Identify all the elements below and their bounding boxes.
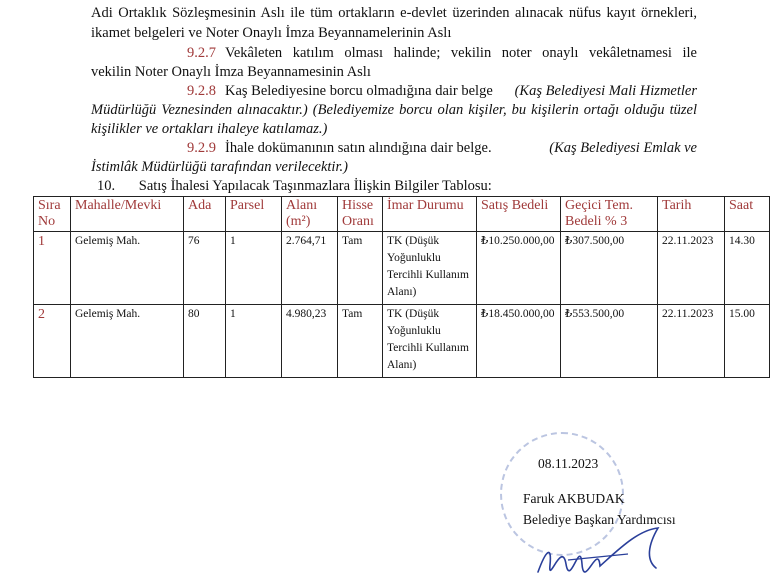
cell-hisse: Tam — [338, 232, 383, 305]
cell-imar: TK (Düşük Yoğunluklu Tercihli Kullanım Alanı) — [383, 232, 477, 305]
column-header: Mahalle/Mevki — [71, 197, 184, 232]
clause-number: 9.2.7 — [187, 45, 216, 61]
cell-tarih: 22.11.2023 — [658, 232, 725, 305]
clause-number: 9.2.8 — [187, 83, 216, 99]
paragraph-line: Adi Ortaklık Sözleşmesinin Aslı ile tüm ortakların e-devlet üzerinden alınacak nüfus kayıt örnekleri, — [91, 5, 697, 21]
cell-ada: 80 — [184, 305, 226, 378]
clause-number: 9.2.9 — [187, 140, 216, 156]
clause-9-2-7 — [91, 44, 697, 63]
table-header-row — [34, 197, 770, 232]
table-row — [34, 232, 770, 305]
cell-imar: TK (Düşük Yoğunluklu Tercihli Kullanım Alanı) — [383, 305, 477, 378]
cell-teminat: ₺307.500,00 — [561, 232, 658, 305]
cell-mahalle: Gelemiş Mah. — [71, 305, 184, 378]
column-header: Hisse Oranı — [338, 197, 383, 232]
clause-9-2-8 — [91, 82, 697, 101]
cell-hisse: Tam — [338, 305, 383, 378]
paragraph-line: ikamet belgeleri ve Noter Onaylı İmza Beyannamelerinin Aslı — [91, 25, 452, 41]
clause-9-2-9 — [91, 139, 697, 158]
paragraph-line: vekilin Noter Onaylı İmza Beyannamesinin Aslı — [91, 64, 371, 80]
section-number: 10. — [97, 178, 116, 194]
cell-parsel: 1 — [226, 232, 282, 305]
cell-teminat: ₺553.500,00 — [561, 305, 658, 378]
clause-text-italic: (Kaş Belediyesi Mali Hizmetler — [514, 83, 697, 99]
section-title: Satış İhalesi Yapılacak Taşınmazlara İlişkin Bilgiler Tablosu: — [138, 178, 492, 194]
column-header: Satış Bedeli — [477, 197, 561, 232]
paragraph-line: İstimlâk Müdürlüğü tarafından verilecektir.) — [91, 159, 348, 175]
signature-date: 08.11.2023 — [538, 456, 599, 471]
column-header: Sıra No — [34, 197, 71, 232]
column-header: Parsel — [226, 197, 282, 232]
column-header: Ada — [184, 197, 226, 232]
cell-alan: 4.980,23 — [282, 305, 338, 378]
cell-saat: 14.30 — [725, 232, 770, 305]
signatory-name: Faruk AKBUDAK — [523, 491, 625, 506]
signatory-title: Belediye Başkan Yardımcısı — [523, 512, 676, 527]
column-header: Alanı (m²) — [282, 197, 338, 232]
cell-satis: ₺10.250.000,00 — [477, 232, 561, 305]
cell-mahalle: Gelemiş Mah. — [71, 232, 184, 305]
cell-sira: 1 — [34, 232, 71, 305]
column-header: Tarih — [658, 197, 725, 232]
section-10-heading — [97, 177, 492, 196]
cell-alan: 2.764,71 — [282, 232, 338, 305]
clause-text: Kaş Belediyesine borcu olmadığına dair belge — [225, 83, 493, 99]
column-header: Geçici Tem. Bedeli % 3 — [561, 197, 658, 232]
property-table — [33, 196, 770, 378]
cell-sira: 2 — [34, 305, 71, 378]
handwritten-signature — [528, 520, 698, 577]
cell-satis: ₺18.450.000,00 — [477, 305, 561, 378]
column-header: İmar Durumu — [383, 197, 477, 232]
cell-tarih: 22.11.2023 — [658, 305, 725, 378]
clause-text-italic: (Kaş Belediyesi Emlak ve — [549, 140, 697, 156]
clause-text: İhale dokümanının satın alındığına dair belge. — [225, 140, 492, 156]
paragraph-line: kişilikler ve ortakları ihaleye katılamaz.) — [91, 121, 328, 137]
column-header: Saat — [725, 197, 770, 232]
clause-text: Vekâleten katılım olması halinde; vekilin noter onaylı vekâletnamesi ile — [225, 45, 697, 61]
cell-ada: 76 — [184, 232, 226, 305]
table-row — [34, 305, 770, 378]
cell-saat: 15.00 — [725, 305, 770, 378]
cell-parsel: 1 — [226, 305, 282, 378]
paragraph-line: Müdürlüğü Veznesinden alınacaktır.) (Belediyemize borcu olan kişiler, bu kişilerin ortağı olduğu tüzel — [91, 102, 697, 118]
